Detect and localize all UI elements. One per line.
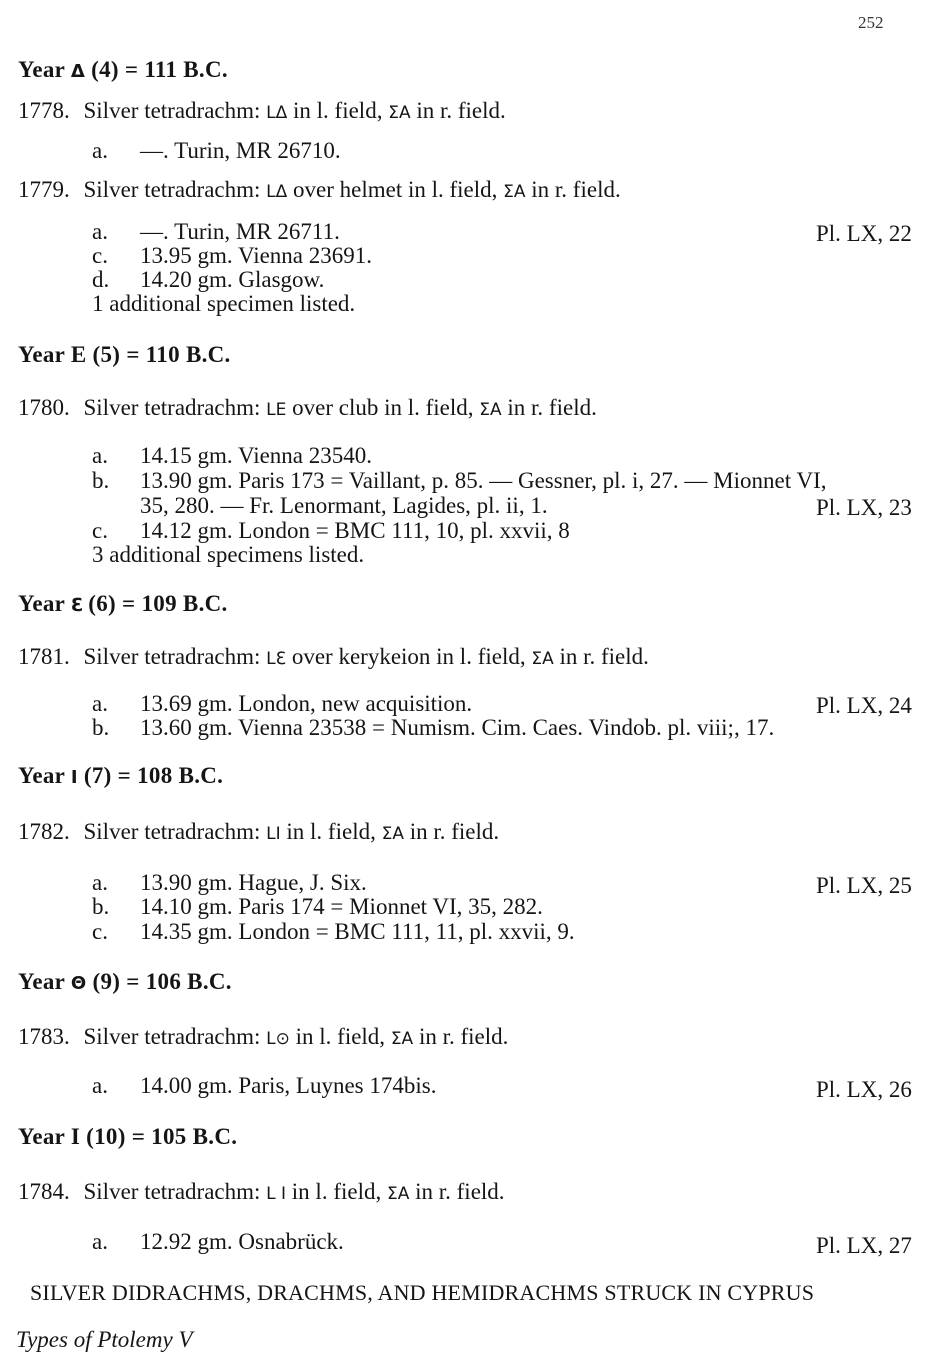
year-heading: [18, 58, 228, 81]
entry-desc: Silver tetradrachm:: [83, 1179, 261, 1204]
specimen-letter: a.: [92, 1229, 108, 1254]
entry-desc-2: in l. field,: [295, 1024, 386, 1049]
specimen-text: —. Turin, MR 26711.: [140, 219, 340, 244]
entry-desc-3: in r. field.: [409, 819, 500, 844]
year-heading: [18, 1125, 237, 1148]
entry-mint: ΣA: [388, 103, 411, 123]
entry-number: 1779.: [18, 177, 70, 202]
specimen-letter: a.: [92, 219, 108, 244]
entry-line: [18, 820, 499, 843]
year-symbol: E: [70, 342, 87, 367]
year-symbol: Θ: [70, 973, 87, 994]
entry-desc: Silver tetradrachm:: [83, 177, 261, 202]
entry-legend: LΔ: [266, 103, 288, 123]
entry-legend: L⊙: [266, 1029, 290, 1049]
year-symbol: I: [70, 767, 78, 788]
entry-number: 1778.: [18, 98, 70, 123]
entry-mint: ΣA: [479, 400, 502, 420]
year-heading: [18, 592, 228, 615]
year-label: Year: [18, 342, 65, 367]
entry-mint: ΣA: [531, 649, 554, 669]
entry-line: [18, 396, 597, 419]
entry-line: [18, 1025, 508, 1048]
entry-mint: ΣA: [503, 182, 526, 202]
specimen-text: 12.92 gm. Osnabrück.: [140, 1229, 344, 1254]
plate-reference: Pl. LX, 26: [816, 1077, 912, 1102]
year-symbol: ℇ: [70, 595, 83, 616]
year-label: Year: [18, 591, 65, 616]
additional-specimens-note: 3 additional specimens listed.: [92, 542, 365, 567]
year-symbol: Δ: [70, 61, 86, 82]
subheading: Types of Ptolemy V: [16, 1327, 193, 1352]
entry-desc-3: in r. field.: [531, 177, 621, 202]
entry-number: 1783.: [18, 1024, 70, 1049]
year-rest: (5) = 110 B.C.: [92, 342, 231, 367]
entry-desc: Silver tetradrachm:: [83, 1024, 261, 1049]
plate-reference: Pl. LX, 23: [816, 495, 912, 520]
specimen-text: 14.35 gm. London = BMC 111, 11, pl. xxvii, 9.: [140, 919, 575, 944]
entry-number: 1782.: [18, 819, 70, 844]
specimen-text: —. Turin, MR 26710.: [140, 138, 341, 163]
entry-desc: Silver tetradrachm:: [83, 395, 261, 420]
entry-desc-3: in r. field.: [418, 1024, 509, 1049]
year-label: Year: [18, 969, 65, 994]
specimen-text: 13.90 gm. Paris 173 = Vaillant, p. 85. — Gessner, pl. i, 27. — Mionnet VI,: [140, 468, 827, 493]
specimen-text: 13.95 gm. Vienna 23691.: [140, 243, 373, 268]
specimen-letter: a.: [92, 138, 108, 163]
year-rest: (6) = 109 B.C.: [88, 591, 228, 616]
specimen-letter: a.: [92, 443, 108, 468]
plate-reference: Pl. LX, 24: [816, 693, 912, 718]
entry-legend: LE: [266, 400, 287, 420]
specimen-text: 13.90 gm. Hague, J. Six.: [140, 870, 367, 895]
specimen-text: 13.60 gm. Vienna 23538 = Numism. Cim. Caes. Vindob. pl. viii;, 17.: [140, 715, 775, 740]
year-heading: [18, 970, 232, 993]
entry-number: 1780.: [18, 395, 70, 420]
entry-legend: L I: [266, 1184, 287, 1204]
plate-reference: Pl. LX, 27: [816, 1233, 912, 1258]
entry-desc-3: in r. field.: [416, 98, 506, 123]
entry-line: [18, 99, 506, 122]
year-rest: (4) = 111 B.C.: [91, 57, 228, 82]
year-heading: [18, 764, 223, 787]
specimen-letter: b.: [92, 468, 110, 493]
specimen-letter: a.: [92, 691, 108, 716]
entry-desc-2: in l. field,: [286, 819, 376, 844]
year-heading: [18, 343, 231, 366]
plate-reference: Pl. LX, 22: [816, 221, 912, 246]
specimen-letter: b.: [92, 715, 110, 740]
specimen-letter: c.: [92, 518, 108, 543]
specimen-letter: a.: [92, 870, 108, 895]
specimen-text: 14.15 gm. Vienna 23540.: [140, 443, 373, 468]
entry-mint: ΣA: [381, 824, 404, 844]
entry-desc: Silver tetradrachm:: [83, 819, 261, 844]
entry-line: [18, 178, 621, 201]
entry-line: [18, 645, 649, 668]
entry-desc-2: in l. field,: [293, 98, 383, 123]
specimen-letter: b.: [92, 894, 110, 919]
year-symbol: I: [70, 1124, 81, 1149]
entry-desc-3: in r. field.: [415, 1179, 505, 1204]
specimen-letter: c.: [92, 243, 108, 268]
year-label: Year: [18, 1124, 65, 1149]
specimen-letter: c.: [92, 919, 108, 944]
entry-desc: Silver tetradrachm:: [83, 644, 261, 669]
entry-number: 1784.: [18, 1179, 70, 1204]
section-heading: SILVER DIDRACHMS, DRACHMS, AND HEMIDRACHMS STRUCK IN CYPRUS: [30, 1280, 815, 1305]
specimen-text-continued: 35, 280. — Fr. Lenormant, Lagides, pl. ii, 1.: [140, 493, 548, 518]
entry-desc-3: in r. field.: [559, 644, 649, 669]
entry-desc-2: in l. field,: [291, 1179, 382, 1204]
specimen-text: 14.12 gm. London = BMC 111, 10, pl. xxvii, 8: [140, 518, 570, 543]
entry-desc-2: over club in l. field,: [292, 395, 474, 420]
entry-desc-2: over helmet in l. field,: [293, 177, 498, 202]
year-rest: (7) = 108 B.C.: [83, 763, 224, 788]
specimen-text: 14.10 gm. Paris 174 = Mionnet VI, 35, 282.: [140, 894, 543, 919]
year-rest: (10) = 105 B.C.: [86, 1124, 238, 1149]
additional-specimens-note: 1 additional specimen listed.: [92, 291, 356, 316]
specimen-text: 13.69 gm. London, new acquisition.: [140, 691, 473, 716]
entry-desc: Silver tetradrachm:: [83, 98, 261, 123]
entry-desc-3: in r. field.: [507, 395, 597, 420]
entry-line: [18, 1180, 505, 1203]
entry-legend: Lℇ: [266, 649, 287, 669]
specimen-text: 14.00 gm. Paris, Luynes 174bis.: [140, 1073, 437, 1098]
entry-desc-2: over kerykeion in l. field,: [291, 644, 526, 669]
specimen-letter: a.: [92, 1073, 108, 1098]
entry-mint: ΣA: [390, 1029, 414, 1049]
page-number: 252: [858, 13, 884, 32]
entry-mint: ΣA: [386, 1184, 410, 1204]
year-label: Year: [18, 763, 65, 788]
entry-legend: LΔ: [266, 182, 288, 202]
year-rest: (9) = 106 B.C.: [92, 969, 232, 994]
entry-number: 1781.: [18, 644, 70, 669]
year-label: Year: [18, 57, 65, 82]
plate-reference: Pl. LX, 25: [816, 873, 912, 898]
entry-legend: LI: [266, 824, 281, 844]
specimen-text: 14.20 gm. Glasgow.: [140, 267, 325, 292]
specimen-letter: d.: [92, 267, 110, 292]
